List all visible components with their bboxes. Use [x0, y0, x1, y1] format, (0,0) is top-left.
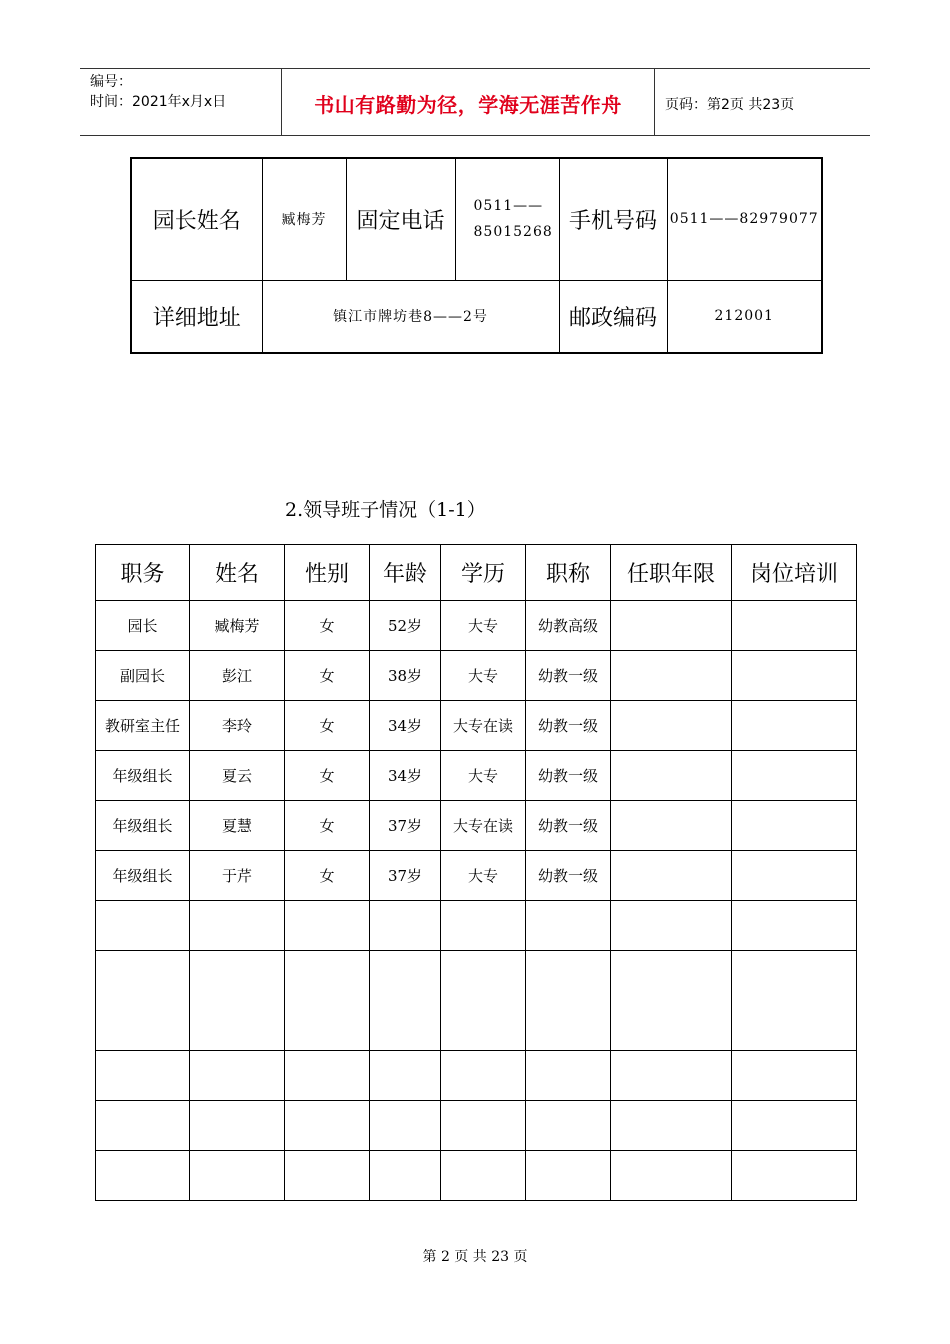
cell-age: 37岁	[370, 851, 441, 901]
cell-training	[732, 601, 857, 651]
info-row-director	[131, 158, 822, 280]
cell-tenure	[611, 701, 732, 751]
header-motto: 书山有路勤为径，学海无涯苦作舟	[314, 93, 622, 117]
address-value: 镇江市牌坊巷8——2号	[262, 280, 559, 353]
leadership-table	[95, 544, 857, 1201]
mobile-label: 手机号码	[559, 158, 667, 280]
header-number-label: 编号：	[90, 74, 132, 90]
cell-title: 幼教一级	[526, 651, 611, 701]
cell-education: 大专在读	[441, 701, 526, 751]
address-label: 详细地址	[131, 280, 262, 353]
landline-value	[455, 158, 559, 280]
landline-label: 固定电话	[346, 158, 455, 280]
cell-education: 大专	[441, 651, 526, 701]
table-row	[96, 701, 857, 751]
cell-position: 年级组长	[96, 801, 190, 851]
cell-position: 教研室主任	[96, 701, 190, 751]
header-top-rule	[80, 68, 870, 69]
mobile-value: 0511——82979077	[667, 158, 822, 280]
empty-row	[96, 1051, 857, 1101]
cell-position: 副园长	[96, 651, 190, 701]
cell-education: 大专	[441, 751, 526, 801]
cell-name: 臧梅芳	[190, 601, 285, 651]
cell-name: 李玲	[190, 701, 285, 751]
director-name-value: 臧梅芳	[262, 158, 346, 280]
landline-line1: 0511——	[473, 198, 544, 215]
cell-training	[732, 701, 857, 751]
cell-training	[732, 801, 857, 851]
header-title: 职称	[526, 545, 611, 601]
leadership-header-row	[96, 545, 857, 601]
cell-age: 38岁	[370, 651, 441, 701]
empty-row	[96, 1151, 857, 1201]
cell-tenure	[611, 751, 732, 801]
cell-title: 幼教一级	[526, 801, 611, 851]
cell-name: 夏慧	[190, 801, 285, 851]
cell-title: 幼教一级	[526, 851, 611, 901]
cell-tenure	[611, 851, 732, 901]
table-row	[96, 801, 857, 851]
header-divider-right	[654, 69, 655, 136]
postcode-label: 邮政编码	[559, 280, 667, 353]
kindergarten-info-table	[130, 157, 823, 354]
table-row	[96, 751, 857, 801]
cell-gender: 女	[285, 651, 370, 701]
header-meta	[90, 72, 226, 112]
header-page-label: 页码：第2页 共23页	[665, 97, 795, 113]
cell-age: 37岁	[370, 801, 441, 851]
cell-training	[732, 851, 857, 901]
table-row	[96, 651, 857, 701]
header-age: 年龄	[370, 545, 441, 601]
cell-name: 于芹	[190, 851, 285, 901]
header-time-label: 时间：2021年x月x日	[90, 94, 227, 110]
empty-row	[96, 1101, 857, 1151]
cell-age: 52岁	[370, 601, 441, 651]
header-tenure: 任职年限	[611, 545, 732, 601]
table-row	[96, 851, 857, 901]
cell-gender: 女	[285, 801, 370, 851]
cell-gender: 女	[285, 851, 370, 901]
cell-education: 大专	[441, 851, 526, 901]
cell-tenure	[611, 801, 732, 851]
header-education: 学历	[441, 545, 526, 601]
cell-education: 大专	[441, 601, 526, 651]
table-row	[96, 601, 857, 651]
cell-title: 幼教高级	[526, 601, 611, 651]
cell-training	[732, 651, 857, 701]
cell-title: 幼教一级	[526, 751, 611, 801]
director-name-label: 园长姓名	[131, 158, 262, 280]
footer-page-number: 第 2 页 共 23 页	[422, 1249, 528, 1265]
cell-age: 34岁	[370, 701, 441, 751]
header-position: 职务	[96, 545, 190, 601]
empty-row	[96, 951, 857, 1051]
cell-education: 大专在读	[441, 801, 526, 851]
header-bottom-rule	[80, 135, 870, 136]
header-name: 姓名	[190, 545, 285, 601]
header-gender: 性别	[285, 545, 370, 601]
cell-position: 园长	[96, 601, 190, 651]
cell-gender: 女	[285, 701, 370, 751]
cell-gender: 女	[285, 601, 370, 651]
cell-title: 幼教一级	[526, 701, 611, 751]
leadership-caption: 2.领导班子情况（1-1）	[285, 499, 486, 521]
cell-name: 夏云	[190, 751, 285, 801]
cell-tenure	[611, 601, 732, 651]
postcode-value: 212001	[667, 280, 822, 353]
cell-position: 年级组长	[96, 751, 190, 801]
cell-age: 34岁	[370, 751, 441, 801]
landline-line2: 85015268	[473, 224, 553, 241]
cell-tenure	[611, 651, 732, 701]
info-row-address	[131, 280, 822, 353]
header-divider-left	[281, 69, 282, 136]
cell-gender: 女	[285, 751, 370, 801]
cell-name: 彭江	[190, 651, 285, 701]
cell-training	[732, 751, 857, 801]
header-training: 岗位培训	[732, 545, 857, 601]
cell-position: 年级组长	[96, 851, 190, 901]
empty-row	[96, 901, 857, 951]
